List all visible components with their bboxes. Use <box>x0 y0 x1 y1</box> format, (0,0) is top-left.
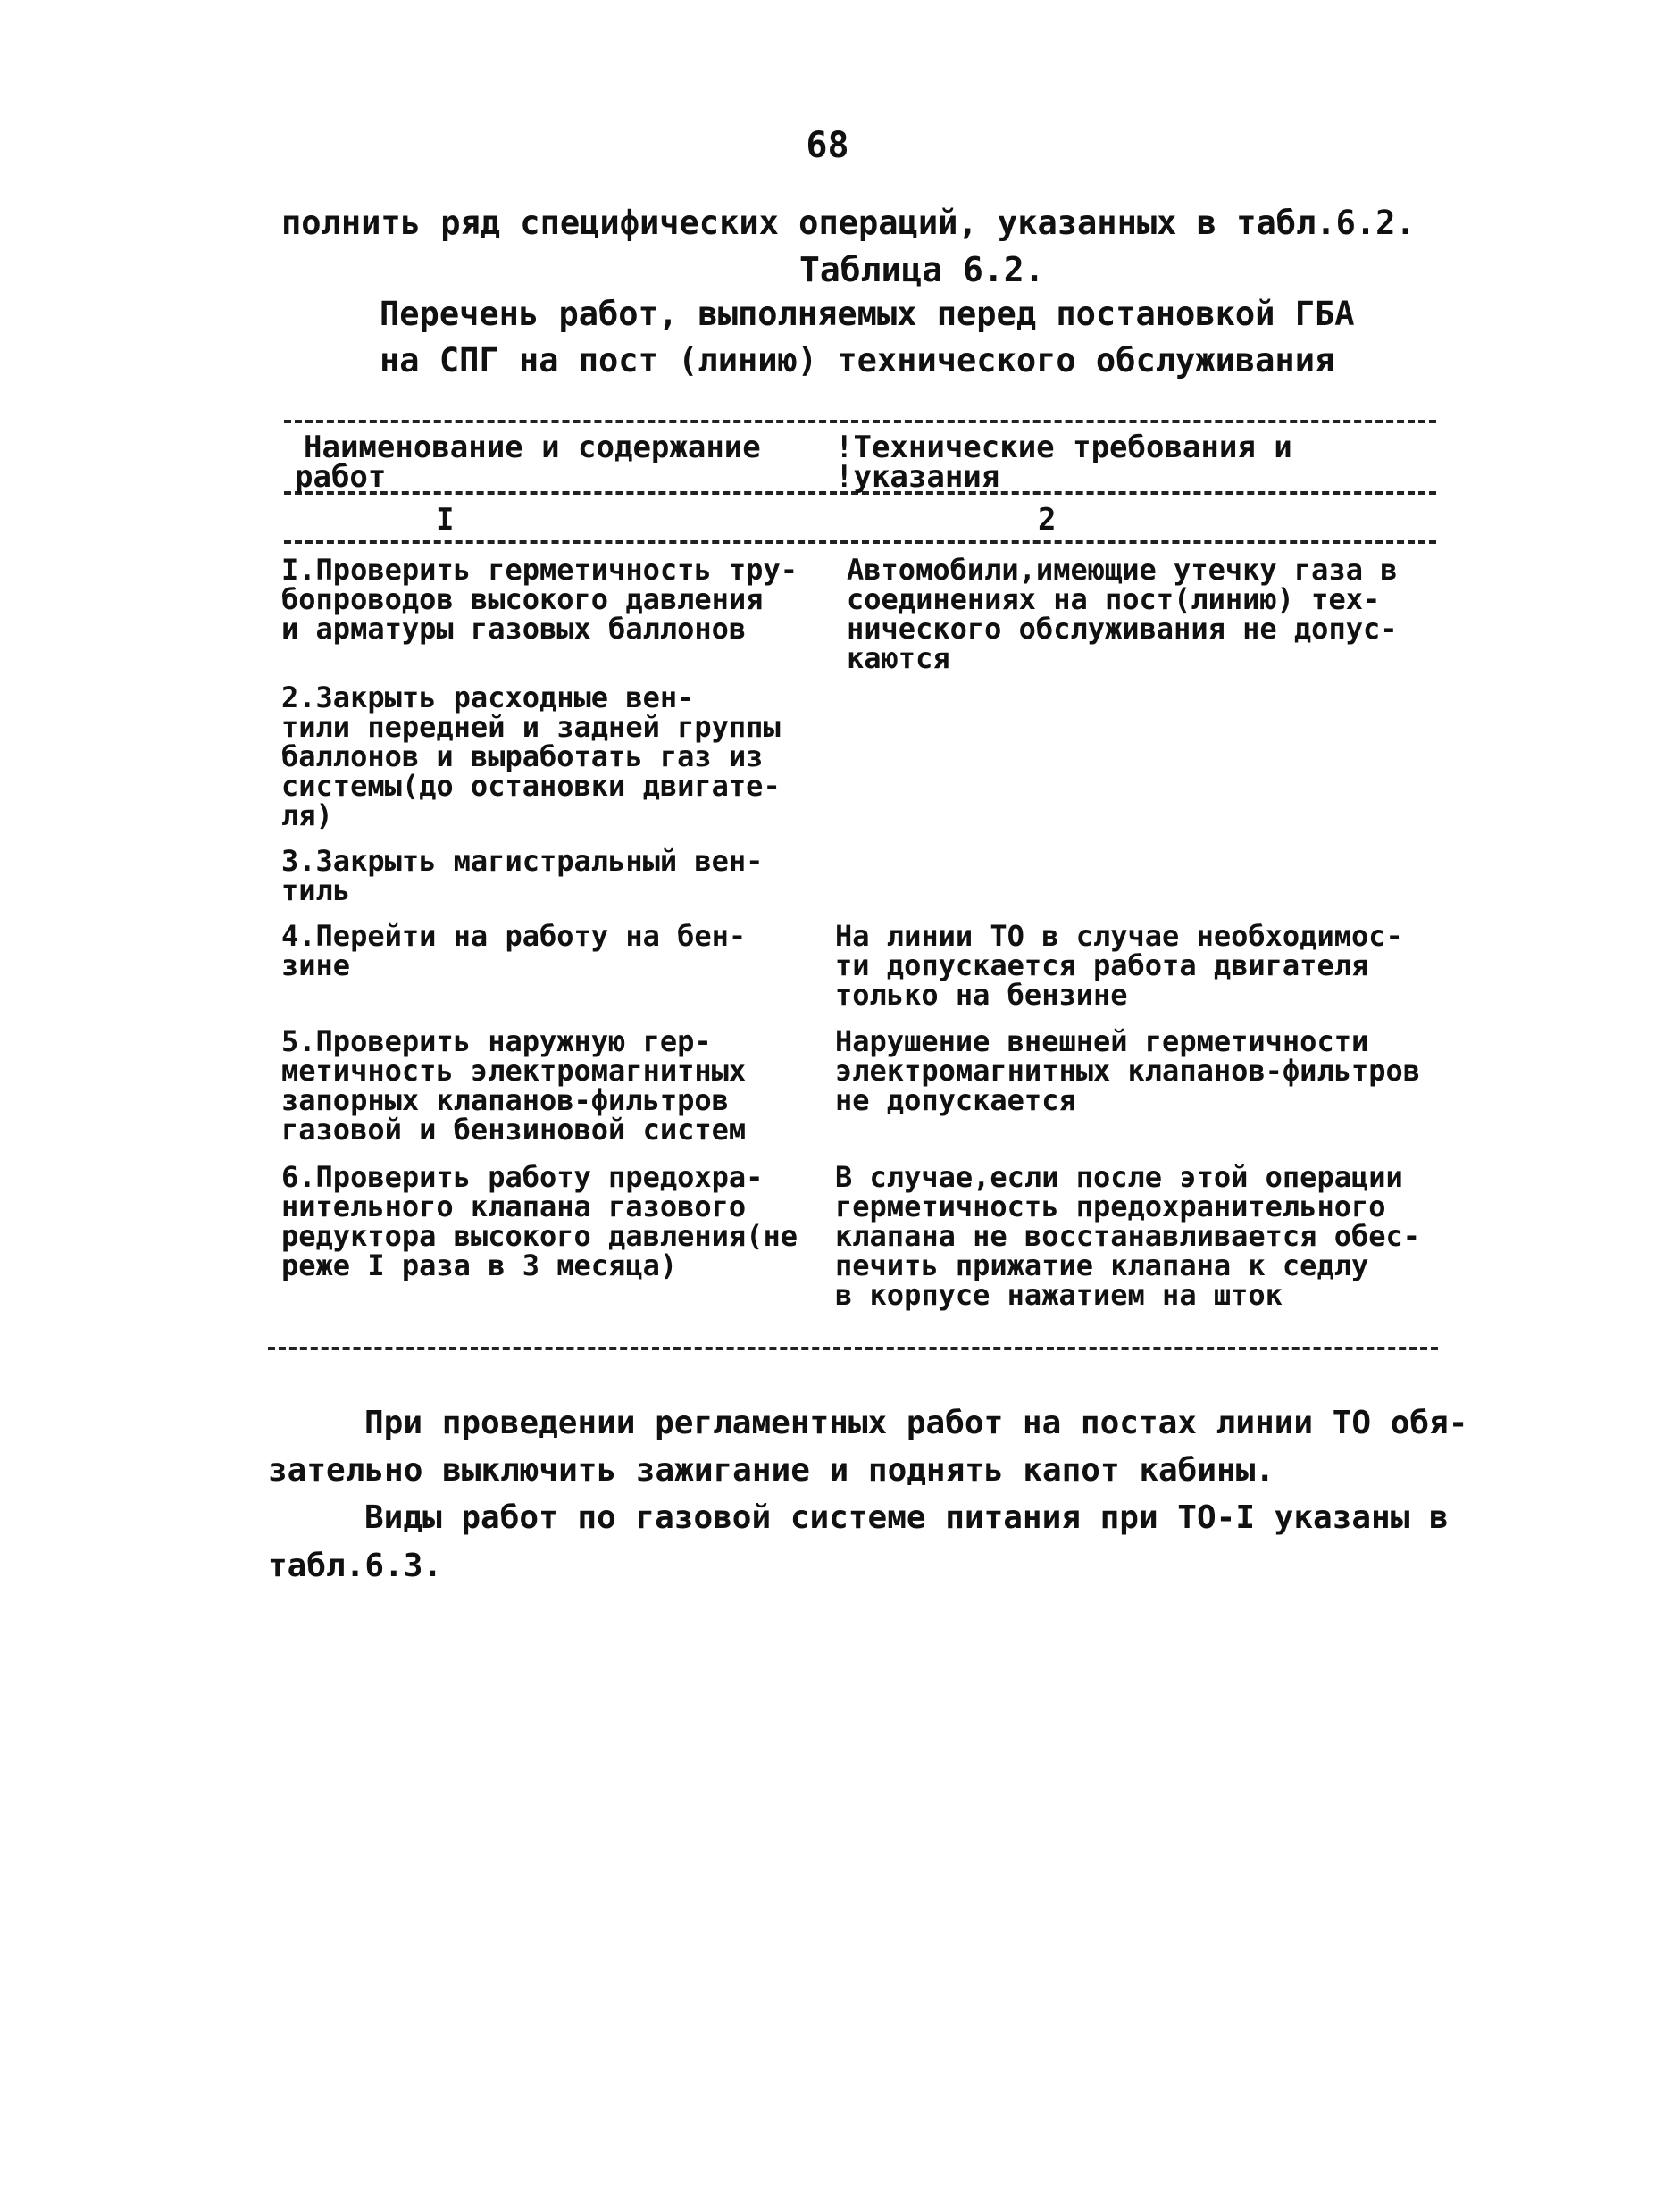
row-6-req-line-5: в корпусе нажатием на шток <box>835 1278 1283 1312</box>
row-1-req-line-1: Автомобили,имеющие утечку газа в <box>847 553 1398 587</box>
row-4-work-line-1: 4.Перейти на работу на бен- <box>281 919 747 953</box>
row-5-work-line-1: 5.Проверить наружную гер- <box>281 1024 712 1058</box>
paragraph-1-line-2: зательно выключить зажигание и поднять капот кабины. <box>268 1452 1275 1489</box>
paragraph-2-line-2: табл.6.3. <box>268 1548 443 1584</box>
intro-line: полнить ряд специфических операций, указанных в табл.6.2. <box>281 204 1416 242</box>
row-2-work-line-3: баллонов и выработать газ из <box>281 739 764 773</box>
table-bottom-rule <box>268 1347 1438 1350</box>
paragraph-2-line-1: Виды работ по газовой системе питания при ТО-I указаны в <box>364 1499 1449 1536</box>
row-2-work-line-5: ля) <box>281 798 333 832</box>
row-6-req-line-4: печить прижатие клапана к седлу <box>835 1248 1369 1282</box>
column-1-header-line-2: работ <box>295 459 387 495</box>
row-1-work-line-1: I.Проверить герметичность тру- <box>281 553 798 587</box>
row-5-work-line-3: запорных клапанов-фильтров <box>281 1083 729 1117</box>
row-6-work-line-3: редуктора высокого давления(не <box>281 1219 798 1253</box>
row-4-work-line-2: зине <box>281 948 351 982</box>
numbering-bottom-rule <box>284 540 1436 544</box>
table-label: Таблица 6.2. <box>799 250 1045 289</box>
page-number: 68 <box>806 125 849 166</box>
column-2-header-line-2: !указания <box>835 459 1000 495</box>
paragraph-1-line-1: При проведении регламентных работ на постах линии ТО обя- <box>364 1405 1468 1441</box>
row-1-req-line-4: каются <box>847 641 950 675</box>
row-2-work-line-2: тили передней и задней группы <box>281 710 781 744</box>
row-1-work-line-3: и арматуры газовых баллонов <box>281 612 747 646</box>
row-4-req-line-3: только на бензине <box>835 978 1128 1012</box>
column-1-header-line-1: Наименование и содержание <box>304 430 761 465</box>
column-1-number: I <box>436 502 455 538</box>
row-4-req-line-1: На линии ТО в случае необходимос- <box>835 919 1403 953</box>
row-3-work-line-2: тиль <box>281 873 351 907</box>
row-6-work-line-2: нительного клапана газового <box>281 1189 747 1223</box>
row-1-req-line-3: нического обслуживания не допус- <box>847 612 1398 646</box>
table-title-line-2: на СПГ на пост (линию) технического обслуживания <box>380 341 1335 380</box>
row-2-work-line-1: 2.Закрыть расходные вен- <box>281 680 695 714</box>
row-2-work-line-4: системы(до остановки двигате- <box>281 769 781 803</box>
row-5-req-line-2: электромагнитных клапанов-фильтров <box>835 1054 1421 1088</box>
row-1-req-line-2: соединениях на пост(линию) тех- <box>847 582 1381 616</box>
row-5-req-line-1: Нарушение внешней герметичности <box>835 1024 1369 1058</box>
row-5-work-line-2: метичность электромагнитных <box>281 1054 747 1088</box>
row-5-work-line-4: газовой и бензиновой систем <box>281 1113 747 1147</box>
row-4-req-line-2: ти допускается работа двигателя <box>835 948 1369 982</box>
column-2-number: 2 <box>1038 502 1057 538</box>
column-2-header-line-1: !Технические требования и <box>835 430 1292 465</box>
row-6-req-line-3: клапана не восстанавливается обес- <box>835 1219 1421 1253</box>
row-5-req-line-3: не допускается <box>835 1083 1076 1117</box>
row-6-req-line-2: герметичность предохранительного <box>835 1189 1386 1223</box>
row-3-work-line-1: 3.Закрыть магистральный вен- <box>281 844 764 878</box>
row-1-work-line-2: бопроводов высокого давления <box>281 582 764 616</box>
table-title-line-1: Перечень работ, выполняемых перед постановкой ГБА <box>380 295 1355 333</box>
row-6-req-line-1: В случае,если после этой операции <box>835 1160 1403 1194</box>
table-top-rule <box>284 420 1436 423</box>
row-6-work-line-4: реже I раза в 3 месяца) <box>281 1248 678 1282</box>
row-6-work-line-1: 6.Проверить работу предохра- <box>281 1160 764 1194</box>
